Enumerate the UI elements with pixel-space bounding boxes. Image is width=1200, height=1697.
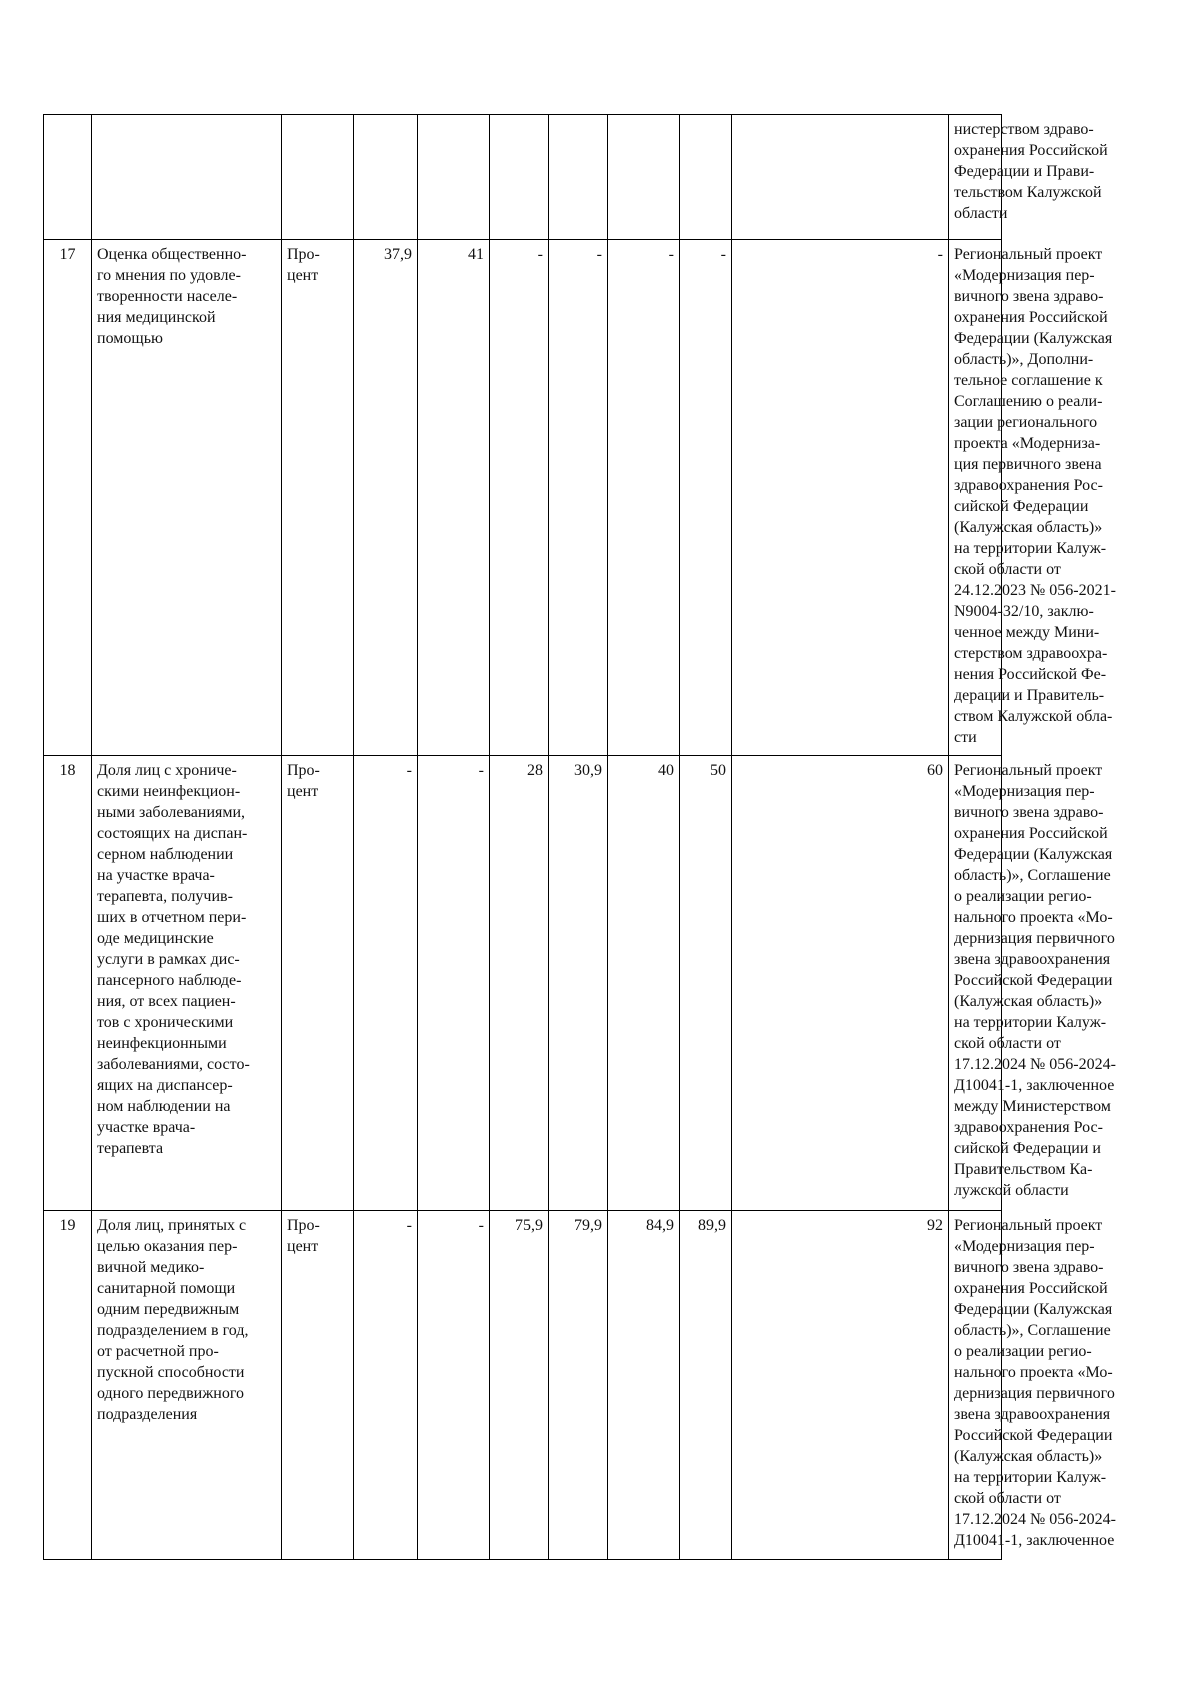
value-cell-3: 28 bbox=[490, 756, 549, 1211]
source-line: область)», Соглашение bbox=[954, 1322, 1111, 1339]
unit-of-measure bbox=[282, 756, 354, 1211]
value-cell-4 bbox=[549, 115, 608, 240]
table-row bbox=[44, 1211, 1002, 1560]
value-cell-3 bbox=[490, 115, 549, 240]
indicator-name bbox=[92, 115, 282, 240]
source-line: «Модернизация пер- bbox=[954, 783, 1095, 800]
source-line: (Калужская область)» bbox=[954, 993, 1103, 1010]
source-line: нения Российской Фе- bbox=[954, 666, 1107, 683]
value-cell-6 bbox=[680, 115, 732, 240]
unit-line: Про- bbox=[287, 246, 320, 263]
source-line: проекта «Модерниза- bbox=[954, 435, 1101, 452]
indicator-name-line: скими неинфекцион- bbox=[97, 783, 241, 800]
indicator-name-line: ших в отчетном пери- bbox=[97, 909, 247, 926]
source-line: нального проекта «Мо- bbox=[954, 1364, 1113, 1381]
indicator-name-line: участке врача- bbox=[97, 1119, 196, 1136]
source-line: охранения Российской bbox=[954, 142, 1108, 159]
value-cell-7: 60 bbox=[732, 756, 949, 1211]
unit-line: Про- bbox=[287, 762, 320, 779]
indicator-name-line: от расчетной про- bbox=[97, 1343, 219, 1360]
indicator-name-line: на участке врача- bbox=[97, 867, 215, 884]
source-document bbox=[949, 1211, 1116, 1560]
unit-line: цент bbox=[287, 783, 319, 800]
indicator-name-line: подразделения bbox=[97, 1406, 198, 1423]
unit-of-measure bbox=[282, 240, 354, 756]
source-line: охранения Российской bbox=[954, 1280, 1108, 1297]
value-cell-4: - bbox=[549, 240, 608, 756]
indicator-name-line: одного передвижного bbox=[97, 1385, 244, 1402]
table-row bbox=[44, 115, 1002, 240]
indicator-name-line: заболеваниями, состо- bbox=[97, 1056, 250, 1073]
value-cell-6: 89,9 bbox=[680, 1211, 732, 1560]
indicator-name-line: Доля лиц с хрониче- bbox=[97, 762, 237, 779]
source-line: на территории Калуж- bbox=[954, 540, 1107, 557]
unit-line: цент bbox=[287, 267, 319, 284]
value-cell-4: 30,9 bbox=[549, 756, 608, 1211]
value-cell-7 bbox=[732, 115, 949, 240]
unit-line: Про- bbox=[287, 1217, 320, 1234]
source-line: ской области от bbox=[954, 1035, 1061, 1052]
source-line: 17.12.2024 № 056-2024- bbox=[954, 1511, 1116, 1528]
indicator-name-line: состоящих на диспан- bbox=[97, 825, 248, 842]
indicator-name-line: санитарной помощи bbox=[97, 1280, 236, 1297]
value-cell-1: - bbox=[354, 1211, 418, 1560]
source-line: Российской Федерации bbox=[954, 972, 1113, 989]
value-cell-6: - bbox=[680, 240, 732, 756]
source-line: здравоохранения Рос- bbox=[954, 477, 1103, 494]
source-line: вичного звена здраво- bbox=[954, 1259, 1104, 1276]
source-line: 17.12.2024 № 056-2024- bbox=[954, 1056, 1116, 1073]
source-line: Федерации (Калужская bbox=[954, 846, 1113, 863]
indicator-name-line: пансерного наблюде- bbox=[97, 972, 242, 989]
value-cell-3: - bbox=[490, 240, 549, 756]
row-number: 19 bbox=[44, 1211, 92, 1560]
source-line: вичного звена здраво- bbox=[954, 288, 1104, 305]
source-line: N9004-32/10, заклю- bbox=[954, 603, 1094, 620]
value-cell-7: 92 bbox=[732, 1211, 949, 1560]
source-line: ством Калужской обла- bbox=[954, 708, 1113, 725]
source-line: о реализации регио- bbox=[954, 1343, 1092, 1360]
source-line: тельное соглашение к bbox=[954, 372, 1103, 389]
indicator-name-line: помощью bbox=[97, 330, 163, 347]
indicator-name-line: услуги в рамках дис- bbox=[97, 951, 240, 968]
indicator-name-line: одним передвижным bbox=[97, 1301, 240, 1318]
indicator-name-line: ящих на диспансер- bbox=[97, 1077, 233, 1094]
value-cell-1 bbox=[354, 115, 418, 240]
source-line: сийской Федерации bbox=[954, 498, 1089, 515]
indicator-name-line: целью оказания пер- bbox=[97, 1238, 238, 1255]
table-body bbox=[44, 115, 1116, 1560]
source-document bbox=[949, 756, 1116, 1211]
source-document bbox=[949, 115, 1108, 240]
row-number: 18 bbox=[44, 756, 92, 1211]
value-cell-5 bbox=[608, 115, 680, 240]
source-line: Д10041-1, заключенное bbox=[954, 1532, 1115, 1549]
source-line: ченное между Мини- bbox=[954, 624, 1100, 641]
table-row bbox=[44, 240, 1002, 756]
source-line: (Калужская область)» bbox=[954, 1448, 1103, 1465]
indicator-name bbox=[92, 756, 282, 1211]
source-line: Соглашению о реали- bbox=[954, 393, 1103, 410]
source-line: ция первичного звена bbox=[954, 456, 1102, 473]
source-line: ской области от bbox=[954, 561, 1061, 578]
source-line: звена здравоохранения bbox=[954, 1406, 1111, 1423]
indicator-name-line: неинфекционными bbox=[97, 1035, 227, 1052]
indicator-name-line: ния, от всех пациен- bbox=[97, 993, 236, 1010]
source-line: «Модернизация пер- bbox=[954, 267, 1095, 284]
source-line: «Модернизация пер- bbox=[954, 1238, 1095, 1255]
source-line: на территории Калуж- bbox=[954, 1469, 1107, 1486]
source-line: область)», Соглашение bbox=[954, 867, 1111, 884]
source-line: лужской области bbox=[954, 1182, 1069, 1199]
value-cell-6: 50 bbox=[680, 756, 732, 1211]
row-number bbox=[44, 115, 92, 240]
source-document bbox=[949, 240, 1116, 756]
source-line: ской области от bbox=[954, 1490, 1061, 1507]
indicator-name-line: Оценка общественно- bbox=[97, 246, 247, 263]
indicator-name-line: творенности населе- bbox=[97, 288, 238, 305]
indicator-name-line: терапевта, получив- bbox=[97, 888, 233, 905]
indicator-name-line: ными заболеваниями, bbox=[97, 804, 246, 821]
source-line: сийской Федерации и bbox=[954, 1140, 1101, 1157]
source-line: вичного звена здраво- bbox=[954, 804, 1104, 821]
value-cell-2: - bbox=[418, 756, 490, 1211]
value-cell-5: - bbox=[608, 240, 680, 756]
indicators-table bbox=[43, 114, 1116, 1560]
table-row bbox=[44, 756, 1002, 1211]
source-line: области bbox=[954, 205, 1008, 222]
source-line: Региональный проект bbox=[954, 762, 1103, 779]
source-line: дерации и Правитель- bbox=[954, 687, 1105, 704]
source-line: сти bbox=[954, 729, 977, 746]
unit-line: цент bbox=[287, 1238, 319, 1255]
source-line: нального проекта «Мо- bbox=[954, 909, 1113, 926]
value-cell-3: 75,9 bbox=[490, 1211, 549, 1560]
indicator-name-line: Доля лиц, принятых с bbox=[97, 1217, 247, 1234]
source-line: зации регионального bbox=[954, 414, 1098, 431]
value-cell-5: 40 bbox=[608, 756, 680, 1211]
source-line: Российской Федерации bbox=[954, 1427, 1113, 1444]
source-line: здравоохранения Рос- bbox=[954, 1119, 1103, 1136]
indicator-name-line: терапевта bbox=[97, 1140, 164, 1157]
unit-of-measure bbox=[282, 115, 354, 240]
source-line: Правительством Ка- bbox=[954, 1161, 1093, 1178]
value-cell-4: 79,9 bbox=[549, 1211, 608, 1560]
value-cell-1: - bbox=[354, 756, 418, 1211]
source-line: область)», Дополни- bbox=[954, 351, 1094, 368]
unit-of-measure bbox=[282, 1211, 354, 1560]
indicator-name-line: пускной способности bbox=[97, 1364, 245, 1381]
value-cell-1: 37,9 bbox=[354, 240, 418, 756]
value-cell-2: - bbox=[418, 1211, 490, 1560]
indicator-name-line: го мнения по удовле- bbox=[97, 267, 241, 284]
indicator-name-line: ния медицинской bbox=[97, 309, 216, 326]
row-number: 17 bbox=[44, 240, 92, 756]
source-line: (Калужская область)» bbox=[954, 519, 1103, 536]
indicator-name bbox=[92, 1211, 282, 1560]
source-line: звена здравоохранения bbox=[954, 951, 1111, 968]
source-line: о реализации регио- bbox=[954, 888, 1092, 905]
source-line: на территории Калуж- bbox=[954, 1014, 1107, 1031]
source-line: Д10041-1, заключенное bbox=[954, 1077, 1115, 1094]
indicator-name-line: серном наблюдении bbox=[97, 846, 234, 863]
source-line: между Министерством bbox=[954, 1098, 1111, 1115]
source-line: 24.12.2023 № 056-2021- bbox=[954, 582, 1116, 599]
value-cell-5: 84,9 bbox=[608, 1211, 680, 1560]
source-line: Федерации (Калужская bbox=[954, 1301, 1113, 1318]
indicator-name-line: вичной медико- bbox=[97, 1259, 205, 1276]
source-line: дернизация первичного bbox=[954, 930, 1115, 947]
source-line: Федерации (Калужская bbox=[954, 330, 1113, 347]
indicator-name-line: оде медицинские bbox=[97, 930, 214, 947]
indicator-name bbox=[92, 240, 282, 756]
indicator-name-line: тов с хроническими bbox=[97, 1014, 234, 1031]
indicator-name-line: подразделением в год, bbox=[97, 1322, 249, 1339]
value-cell-7: - bbox=[732, 240, 949, 756]
source-line: Региональный проект bbox=[954, 1217, 1103, 1234]
source-line: тельством Калужской bbox=[954, 184, 1102, 201]
source-line: стерством здравоохра- bbox=[954, 645, 1108, 662]
value-cell-2 bbox=[418, 115, 490, 240]
source-line: Региональный проект bbox=[954, 246, 1103, 263]
source-line: дернизация первичного bbox=[954, 1385, 1115, 1402]
source-line: охранения Российской bbox=[954, 309, 1108, 326]
source-line: Федерации и Прави- bbox=[954, 163, 1095, 180]
source-line: охранения Российской bbox=[954, 825, 1108, 842]
indicator-name-line: ном наблюдении на bbox=[97, 1098, 231, 1115]
source-line: нистерством здраво- bbox=[954, 121, 1094, 138]
value-cell-2: 41 bbox=[418, 240, 490, 756]
